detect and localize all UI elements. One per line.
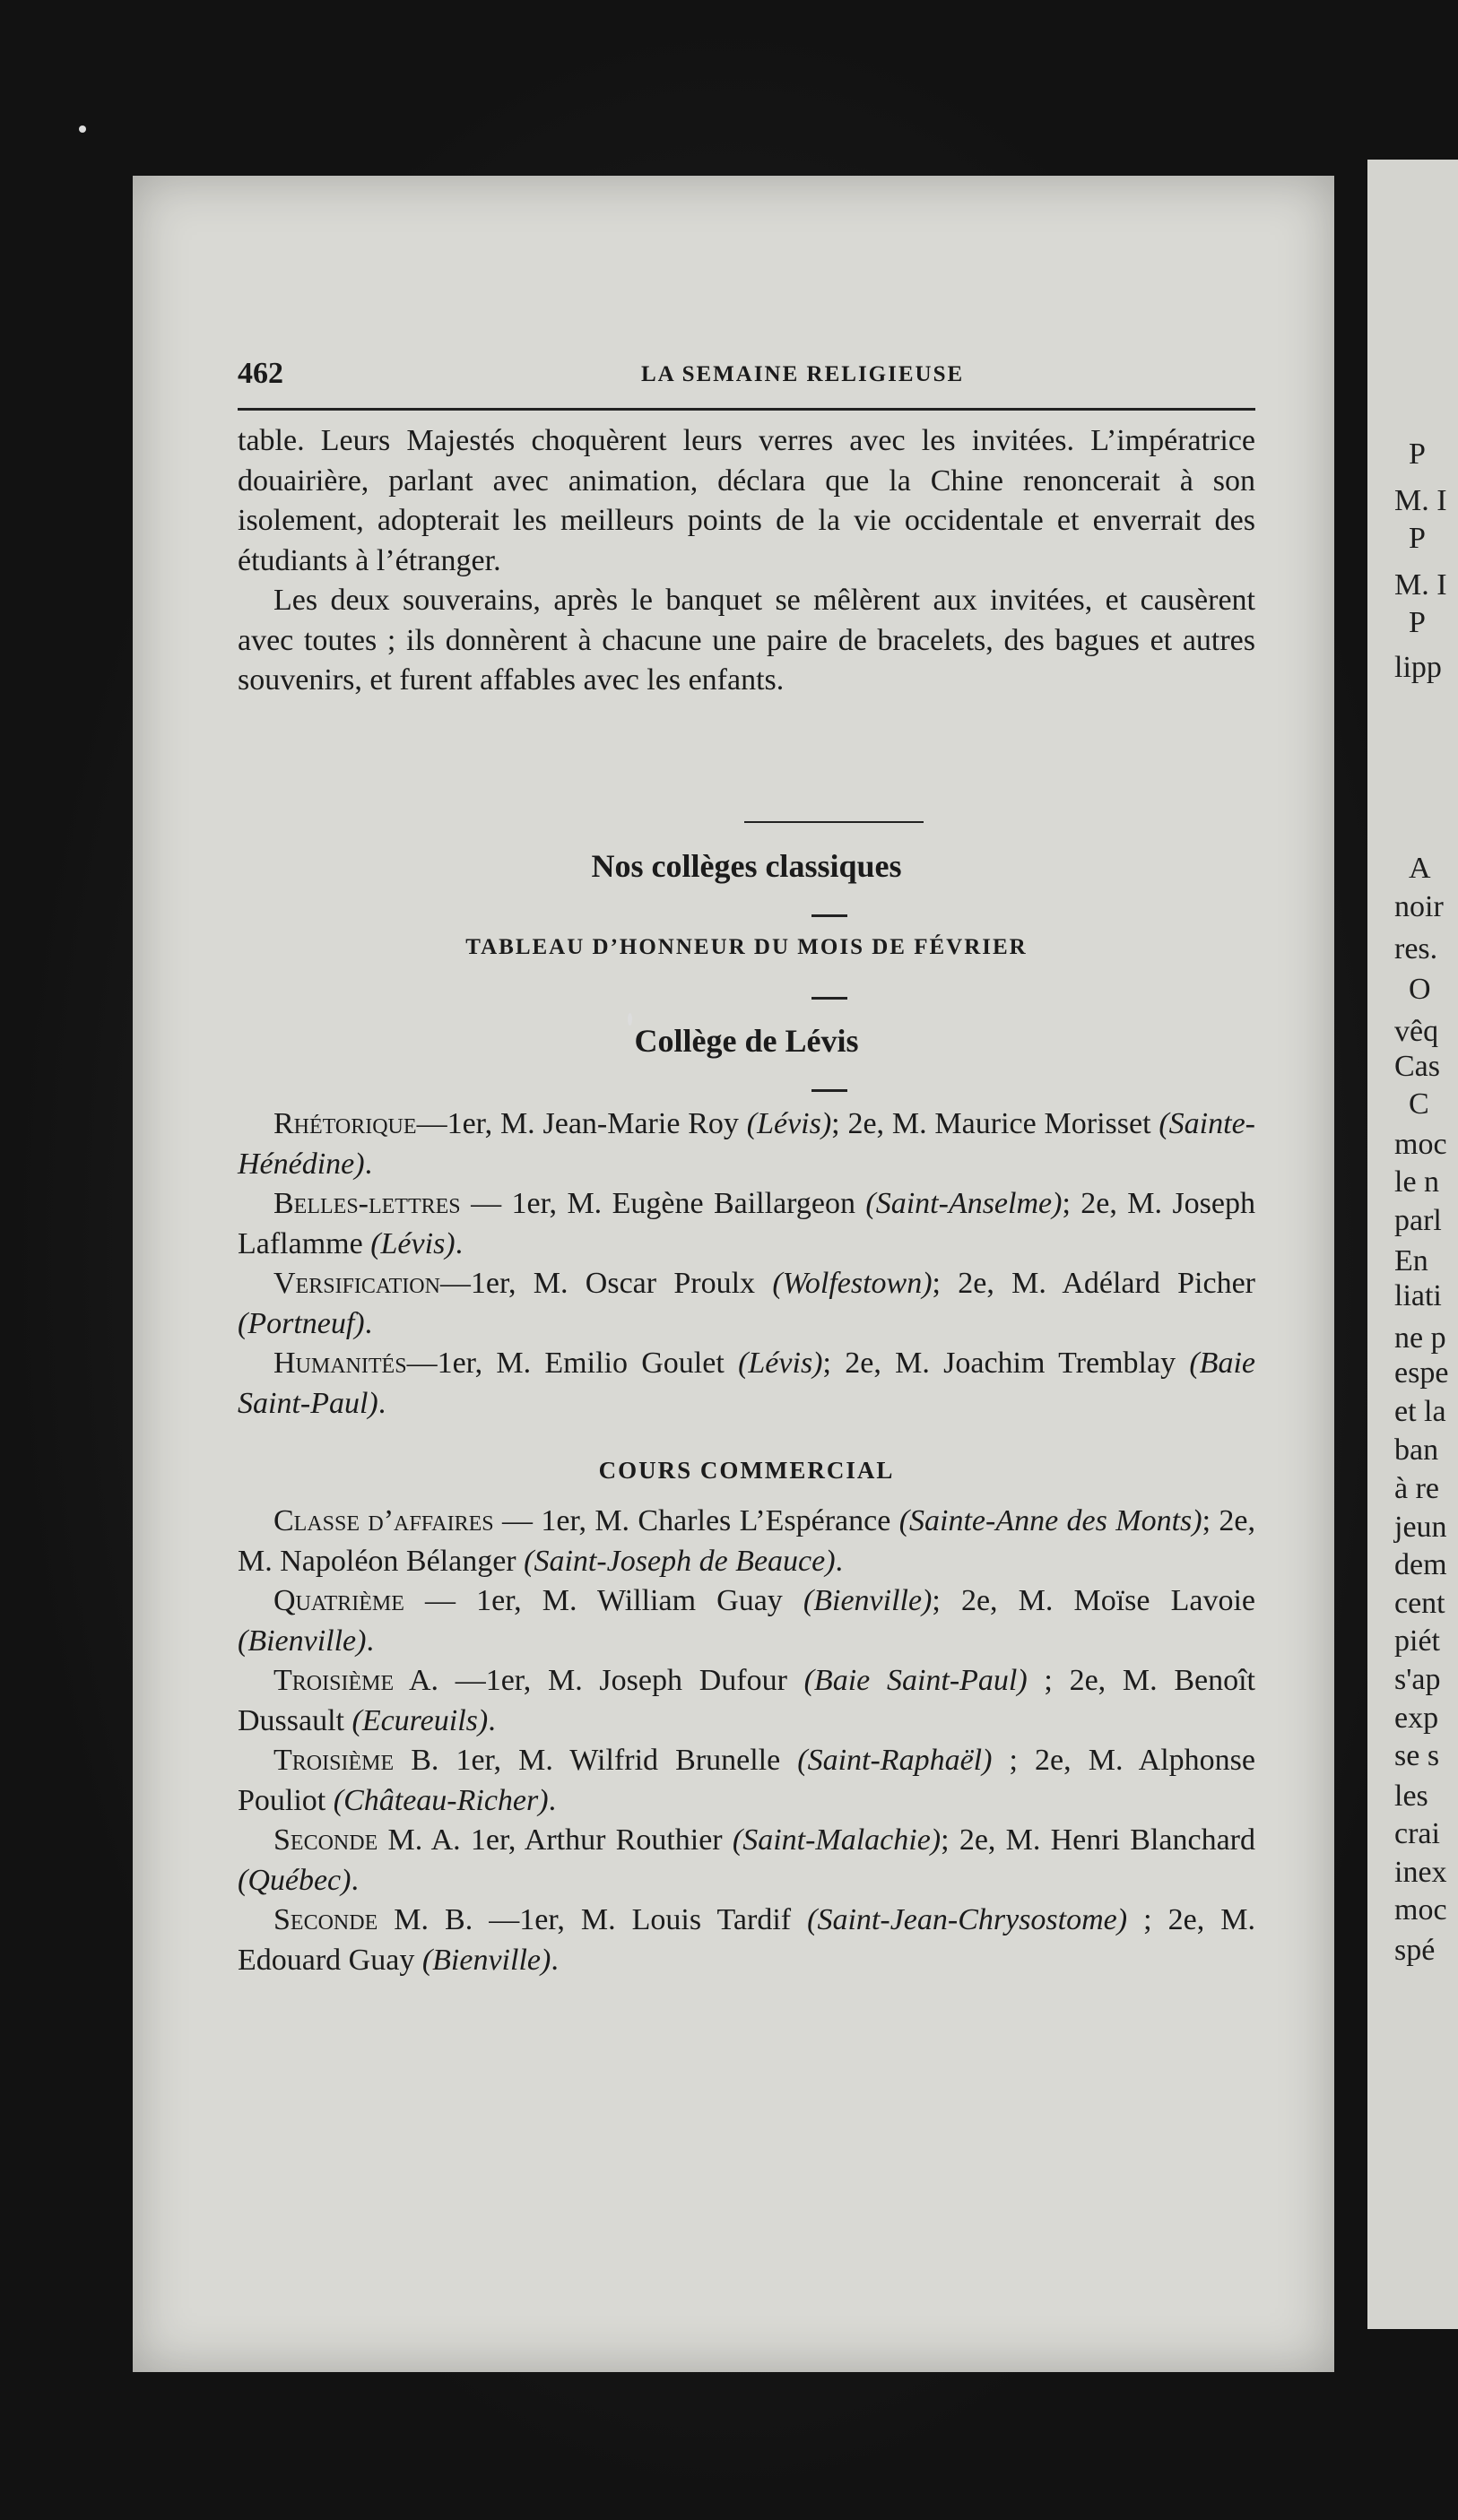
right-page-text: ne p [1394,1321,1446,1355]
entry-text: ; 2e, M. Joachim Tremblay [822,1347,1190,1380]
right-page-text: exp [1394,1702,1439,1735]
right-page-text: crai [1394,1817,1440,1850]
place-name: (Sainte-Anne des Monts) [898,1504,1202,1537]
dash-rule [811,997,847,1000]
entry-end: . [488,1703,496,1737]
honor-entry [238,1741,1255,1821]
class-name: Humanités [273,1347,407,1380]
entry-text: ; 2e, M. Benoît Dussault [238,1664,1255,1737]
place-name: (Portneuf) [238,1306,365,1340]
right-page-text: liati [1394,1279,1442,1312]
entry-end: . [835,1544,844,1578]
honor-entry [238,1581,1255,1661]
commercial-entries [238,1502,1255,1980]
class-name: Classe d’affaires [273,1504,494,1537]
right-page-text: A [1409,852,1431,885]
right-page-text: parl [1394,1204,1442,1237]
class-name: Rhétorique [273,1107,417,1140]
place-name: (Lévis) [738,1347,823,1380]
right-page-text: spé [1394,1934,1436,1967]
article-body [238,421,1255,701]
place-name: (Saint-Jean-Chrysostome) [807,1903,1128,1936]
entry-end: . [351,1863,359,1897]
right-page-text: P [1409,606,1426,639]
right-page-text: O [1409,973,1431,1006]
right-page-text: les [1394,1780,1428,1813]
right-page-text: jeun [1394,1511,1447,1544]
place-name: (Château-Richer) [333,1783,549,1817]
entry-end: . [548,1783,557,1817]
page-number: 462 [238,357,283,390]
right-page-text: dem [1394,1548,1447,1581]
entry-text: ; 2e, M. Maurice Morisset [831,1107,1159,1140]
class-name: Troisième [273,1744,395,1777]
place-name: (Ecureuils) [351,1703,489,1737]
class-name: Quatrième [273,1584,404,1617]
entry-end: . [455,1226,464,1260]
honor-entry [238,1104,1255,1184]
entry-text: —1er, M. Emilio Goulet [406,1347,739,1380]
right-page-text: Cas [1394,1050,1440,1083]
entry-text: — 1er, M. Eugène Baillargeon [460,1187,866,1220]
right-page-text: res. [1394,932,1438,966]
place-name: (Baie Saint-Paul) [238,1347,1255,1420]
entry-text: ; 2e, M. Adélard Picher [932,1267,1255,1300]
film-speck [79,126,86,133]
entry-text: — 1er, M. William Guay [404,1584,803,1617]
entry-text: ; 2e, M. Moïse Lavoie [932,1584,1255,1617]
entry-end: . [551,1943,559,1977]
class-name: Troisième [273,1664,395,1697]
place-name: (Saint-Anselme) [865,1187,1063,1220]
right-page-text: P [1409,437,1426,471]
place-name: (Bienville) [421,1943,551,1977]
entry-text: ; 2e, M. Joseph Laflamme [238,1187,1256,1260]
right-page-text: inex [1394,1856,1447,1889]
section-separator [744,821,924,823]
right-page-text: se s [1394,1739,1440,1772]
section-subtitle: TABLEAU D’HONNEUR DU MOIS DE FÉVRIER [465,935,1028,959]
dash-rule [811,914,847,917]
right-page-text: P [1409,522,1426,555]
honor-entry [238,1344,1255,1424]
right-page-text: moc [1394,1128,1447,1161]
entry-text: ; 2e, M. Henri Blanchard [941,1823,1255,1857]
paragraph-1: table. Leurs Majestés choquèrent leurs verres avec les invitées. L’impératrice douairière, parlant avec animation, déclara que la Chine renoncerait à son isolement, adopterait les meilleurs points de la vie occidentale et enverrait des étudiants à l’étranger. [238,424,1255,577]
right-page-text: ban [1394,1433,1439,1467]
paragraph-2: Les deux souverains, après le banquet se mêlèrent aux invitées, et causèrent avec toutes ; ils donnèrent à chacune une paire de bracelets, des bagues et autres souvenirs, et furent affables avec les enfants. [238,584,1255,697]
dash-rule [811,1089,847,1092]
commercial-heading: COURS COMMERCIAL [598,1457,895,1484]
honor-entry [238,1661,1255,1741]
right-page-text: piét [1394,1624,1440,1658]
place-name: (Saint-Joseph de Beauce) [524,1544,836,1578]
class-name: Seconde [273,1903,378,1936]
place-name: (Saint-Malachie) [732,1823,942,1857]
right-page-text: le n [1394,1165,1440,1199]
right-page-text: s'ap [1394,1663,1441,1696]
right-page-text: cent [1394,1587,1445,1620]
honor-entry [238,1502,1255,1581]
entry-text: M. B. —1er, M. Louis Tardif [378,1903,808,1936]
entry-end: . [364,1306,373,1340]
entry-text: —1er, M. Oscar Proulx [439,1267,773,1300]
right-page-text: En [1394,1244,1428,1277]
entry-text: ; 2e, M. Alphonse Pouliot [238,1744,1255,1817]
classical-entries [238,1104,1255,1424]
right-page-text: et la [1394,1395,1446,1428]
right-page-fragment [1367,160,1458,2329]
right-page-text: espe [1394,1356,1449,1390]
running-title: LA SEMAINE RELIGIEUSE [641,362,965,386]
place-name: (Saint-Raphaël) [797,1744,993,1777]
entry-text: ; 2e, M. Edouard Guay [238,1903,1255,1977]
header-rule [238,408,1255,411]
honor-entry [238,1901,1255,1980]
right-page-text: moc [1394,1893,1447,1927]
place-name: (Sainte-Hénédine) [238,1107,1255,1181]
right-page-text: noir [1394,890,1444,923]
class-name: Seconde [273,1823,378,1857]
entry-text: —1er, M. Jean-Marie Roy [416,1107,747,1140]
honor-entry [238,1264,1255,1344]
entry-end: . [364,1147,373,1181]
entry-text: B. 1er, M. Wilfrid Brunelle [394,1744,798,1777]
right-page-text: M. I [1394,484,1447,517]
place-name: (Lévis) [370,1226,456,1260]
right-page-text: vêq [1394,1015,1439,1048]
right-page-text: M. I [1394,568,1447,602]
right-page-text: C [1409,1087,1429,1121]
right-page-text: à re [1394,1472,1440,1505]
place-name: (Bienville) [238,1624,367,1658]
class-name: Versification [273,1267,440,1300]
college-title: Collège de Lévis [634,1023,859,1059]
right-page-text: lipp [1394,651,1442,684]
place-name: (Québec) [238,1863,351,1897]
entry-end: . [378,1386,386,1420]
entry-text: A. —1er, M. Joseph Dufour [394,1664,804,1697]
class-name: Belles-lettres [273,1187,461,1220]
honor-entry [238,1184,1255,1264]
entry-text: M. A. 1er, Arthur Routhier [378,1823,733,1857]
page-header [238,357,1255,402]
film-speck [628,1013,632,1026]
entry-end: . [366,1624,374,1658]
place-name: (Bienville) [803,1584,933,1617]
place-name: (Wolfestown) [772,1267,933,1300]
entry-text: — 1er, M. Charles L’Espérance [493,1504,899,1537]
entry-text: ; 2e, M. Napoléon Bélanger [238,1504,1255,1578]
honor-entry [238,1821,1255,1901]
place-name: (Lévis) [746,1107,832,1140]
section-title: Nos collèges classiques [591,848,902,884]
place-name: (Baie Saint-Paul) [803,1664,1028,1697]
